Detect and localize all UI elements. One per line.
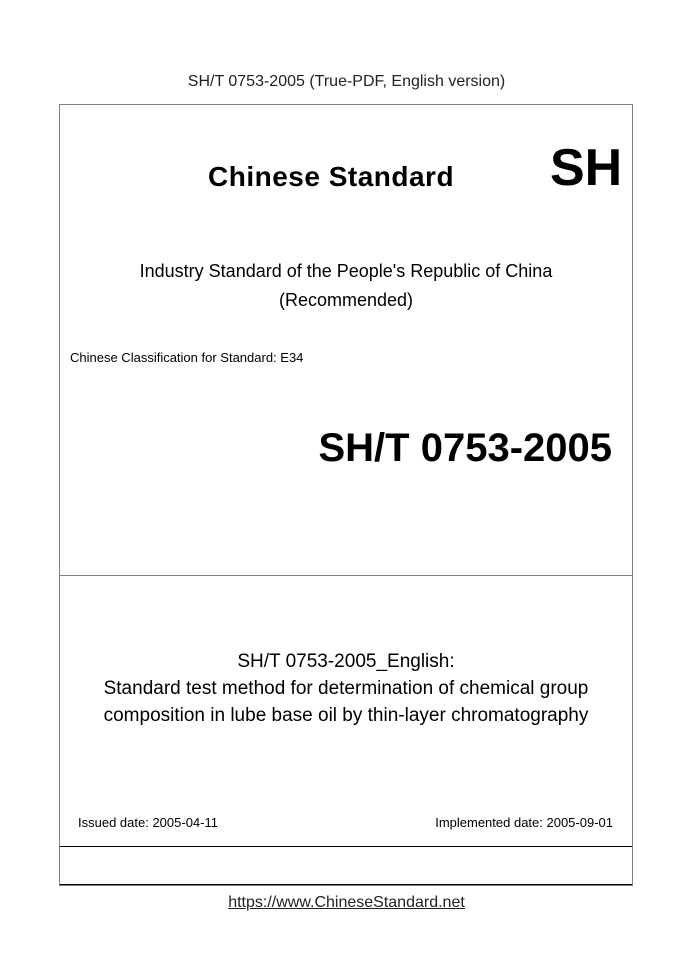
industry-standard-block: [60, 257, 632, 315]
header-line: SH/T 0753-2005 (True-PDF, English version): [187, 73, 506, 90]
issued-date: Issued date: 2005-04-11: [78, 815, 218, 830]
standard-number: SH/T 0753-2005: [318, 426, 612, 470]
cover-top-section: [60, 105, 632, 576]
document-title-line: composition in lube base oil by thin-layer chromatography: [103, 705, 589, 726]
cover-frame: [59, 104, 633, 886]
industry-line: Industry Standard of the People's Republic of China: [139, 261, 553, 281]
recommended-line: (Recommended): [278, 290, 414, 310]
classification: Chinese Classification for Standard: E34: [70, 350, 304, 365]
document-title-line: SH/T 0753-2005_English:: [237, 651, 455, 672]
empty-bottom-box: [60, 846, 632, 885]
standard-code-badge: SH: [550, 139, 623, 197]
document-title-line: Standard test method for determination of chemical group: [103, 678, 589, 699]
document-title: [60, 648, 632, 729]
footer-website-link[interactable]: https://www.ChineseStandard.net: [228, 894, 465, 911]
cover-title: Chinese Standard: [208, 161, 455, 192]
implemented-date: Implemented date: 2005-09-01: [435, 815, 613, 830]
